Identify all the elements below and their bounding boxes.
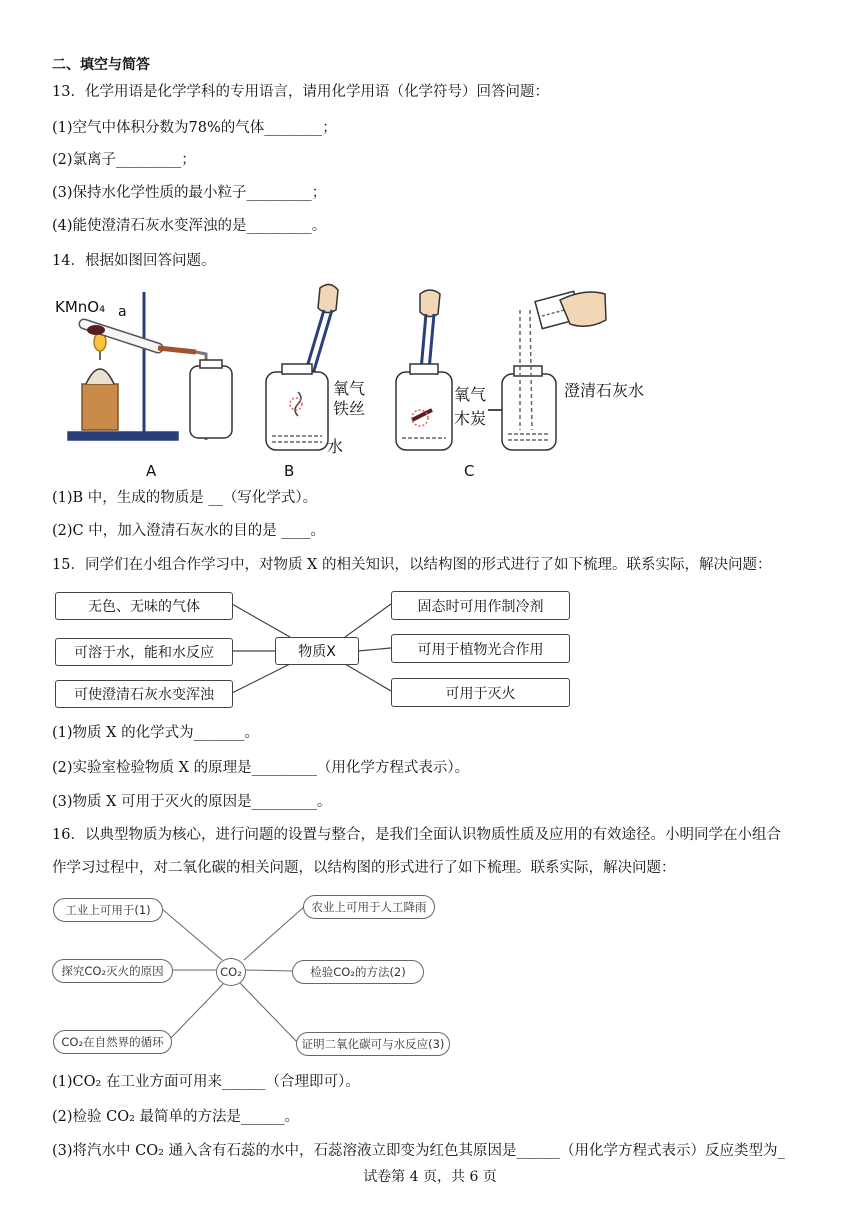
q15-stem: 15．同学们在小组合作学习中，对物质 X 的相关知识，以结构图的形式进行了如下梳理。联系实际，解决问题： [52, 557, 772, 573]
label-a-tube: a [118, 304, 127, 320]
q16-item-1: (1)CO₂ 在工业方面可用来______（合理即可）。 [52, 1074, 360, 1090]
q15-item-3: (3)物质 X 可用于灭火的原因是_________。 [52, 794, 332, 810]
q16-stem-line2: 作学习过程中，对二氧化碳的相关问题，以结构图的形式进行了如下梳理。联系实际，解决问题： [52, 860, 676, 876]
q15-item-1: (1)物质 X 的化学式为_______。 [52, 725, 259, 741]
oxygen-label-c: 氧气 [454, 385, 487, 404]
q16-item-3: (3)将汽水中 CO₂ 通入含有石蕊的水中，石蕊溶液立即变为红色其原因是______（用化学方程式表示）反应类型为_ [52, 1143, 785, 1159]
water-label: 水 [327, 437, 344, 456]
q16-node-water-reaction: 证明二氧化碳可与水反应(3) [296, 1032, 450, 1056]
charcoal-label: 木炭 [454, 409, 487, 428]
label-B: B [284, 462, 295, 480]
q15-center-node: 物质X [275, 637, 359, 665]
q15-item-2: (2)实验室检验物质 X 的原理是_________（用化学方程式表示）。 [52, 760, 470, 776]
section-title: 二、填空与简答 [52, 57, 150, 73]
label-A: A [146, 462, 157, 480]
label-C: C [464, 462, 475, 480]
q15-left-node-2: 可溶于水，能和水反应 [55, 638, 233, 666]
q13-item-2: (2)氯离子_________； [52, 152, 196, 168]
q16-stem-line1: 16．以典型物质为核心，进行问题的设置与整合，是我们全面认识物质性质及应用的有效途径。小明同学在小组合 [52, 827, 781, 843]
q13-item-3: (3)保持水化学性质的最小粒子_________； [52, 185, 327, 201]
q16-node-detect: 检验CO₂的方法(2) [292, 960, 424, 984]
q16-node-industry: 工业上可用于(1) [53, 898, 163, 922]
q14-item-2: (2)C 中，加入澄清石灰水的目的是 ____。 [52, 523, 325, 539]
q16-item-2: (2)检验 CO₂ 最简单的方法是______。 [52, 1109, 300, 1125]
q13-stem: 13．化学用语是化学学科的专用语言，请用化学用语（化学符号）回答问题： [52, 84, 549, 100]
q15-left-node-1: 无色、无味的气体 [55, 592, 233, 620]
q15-right-node-3: 可用于灭火 [391, 678, 570, 707]
q16-node-agriculture: 农业上可用于人工降雨 [303, 895, 435, 919]
kmno4-label: KMnO₄ [55, 298, 106, 316]
oxygen-label-b: 氧气 [333, 379, 366, 398]
iron-wire-label: 铁丝 [333, 399, 366, 418]
q15-right-node-1: 固态时可用作制冷剂 [391, 591, 570, 620]
page-footer: 试卷第 4 页，共 6 页 [363, 1169, 497, 1185]
q14-stem: 14．根据如图回答问题。 [52, 253, 216, 269]
q16-center-node: CO₂ [216, 958, 246, 986]
q13-item-4: (4)能使澄清石灰水变浑浊的是_________。 [52, 218, 327, 234]
limewater-label: 澄清石灰水 [564, 381, 645, 400]
q15-left-node-3: 可使澄清石灰水变浑浊 [55, 680, 233, 708]
q13-item-1: (1)空气中体积分数为78%的气体________； [52, 120, 337, 136]
q16-node-extinguish: 探究CO₂灭火的原因 [52, 959, 173, 983]
q16-node-cycle: CO₂在自然界的循环 [53, 1030, 172, 1054]
q15-right-node-2: 可用于植物光合作用 [391, 634, 570, 663]
q14-item-1: (1)B 中，生成的物质是 __（写化学式）。 [52, 490, 318, 506]
